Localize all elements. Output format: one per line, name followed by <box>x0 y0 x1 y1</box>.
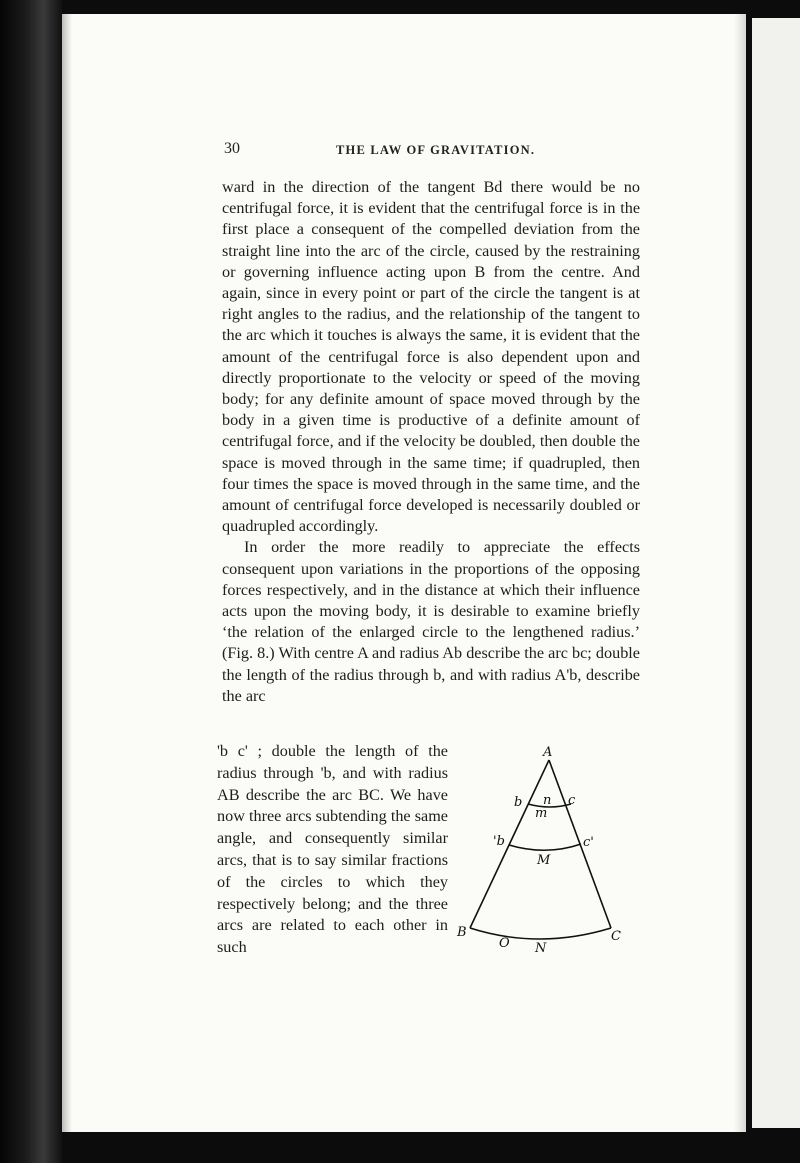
figure-arcs-diagram <box>455 740 635 960</box>
page-gutter-shadow <box>62 14 72 1132</box>
label-c: c <box>568 793 576 808</box>
page-number: 30 <box>224 140 240 157</box>
body-text <box>222 177 640 707</box>
next-page-edge <box>752 18 800 1128</box>
page-edge-shadow <box>734 14 746 1132</box>
wrapped-paragraph: 'b c' ; double the length of the radius through 'b, and with radius AB describe the arc BC. We have now three arcs subtending the same angle, and consequently similar arcs, that is to say similar fractions of the circles to which they respectively belong; and the three arcs are related to each other in such <box>217 742 448 957</box>
paragraph: In order the more readily to appreciate the effects consequent upon variations in the proportions of the opposing forces respectively, and in the distance at which their influence acts upon the moving body, it is desirable to examine briefly ‘the relation of the enlarged circle to the lengthened radius.’ (Fig. 8.) With centre A and radius Ab describe the arc bc; double the length of the radius through b, and with radius A'b, describe the arc <box>222 538 640 705</box>
label-b-prime: 'b <box>493 834 505 849</box>
label-M: M <box>537 853 551 868</box>
label-A: A <box>543 745 553 760</box>
label-m: m <box>535 806 548 821</box>
paragraph: ward in the direction of the tangent Bd there would be no centrifugal force, it is evident that the centrifugal force is in the first place a consequent of the compelled deviation from the straight line into the arc of the circle, caused by the restraining or governing influence acting upon B from the centre. And again, since in every point or part of the circle the tangent is at right angles to the radius, and the relationship of the tangent to the arc which it touches is always the same, it is evident that the amount of the centrifugal force is also dependent upon and directly proportionate to the velocity or speed of the moving body; for any definite amount of space moved through by the body in a given time is productive of a definite amount of centrifugal force, and if the velocity be doubled, then double the space is moved through in the same time; if quadrupled, then four times the space is moved through in the same time, and the amount of centrifugal force developed is necessarily doubled or quadrupled accordingly. <box>222 178 640 536</box>
label-N: N <box>535 941 547 956</box>
running-head: THE LAW OF GRAVITATION. <box>336 143 536 157</box>
arc-BC <box>470 928 611 939</box>
label-n: n <box>543 793 552 808</box>
label-B: B <box>457 925 467 940</box>
radius-line-left <box>470 760 552 928</box>
arc-b-c-prime <box>509 844 581 850</box>
arcs-diagram-svg <box>455 740 635 960</box>
label-O: O <box>499 936 510 951</box>
label-c-prime: c' <box>583 835 594 850</box>
scan-border-left <box>0 0 62 1163</box>
label-C: C <box>611 929 621 944</box>
label-b: b <box>514 795 523 810</box>
